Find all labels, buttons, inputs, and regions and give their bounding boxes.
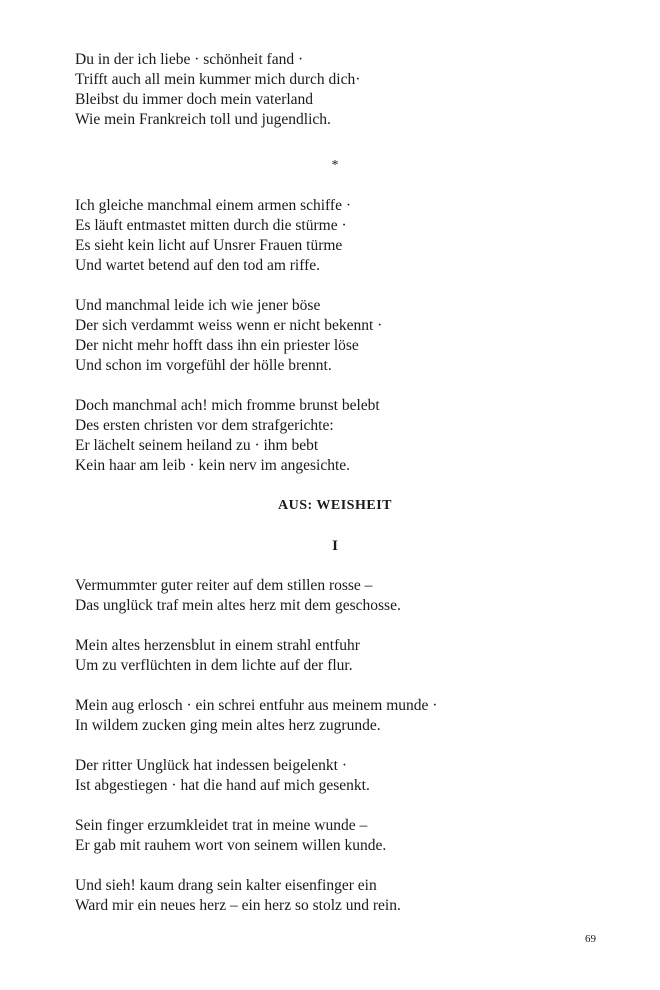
verse-line: Das unglück traf mein altes herz mit dem geschosse.	[75, 597, 401, 614]
verse-line: Und manchmal leide ich wie jener böse	[75, 297, 321, 314]
verse-line: Kein haar am leib · kein nerv im angesichte.	[75, 457, 351, 474]
verse-line: Bleibst du immer doch mein vaterland	[75, 91, 314, 108]
verse-line: Wie mein Frankreich toll und jugendlich.	[75, 111, 331, 128]
verse-line: Sein finger erzumkleidet trat in meine wunde –	[75, 817, 368, 834]
verse-line: Und wartet betend auf den tod am riffe.	[75, 257, 321, 274]
verse-line: Des ersten christen vor dem strafgerichte:	[75, 417, 334, 434]
verse-line: Der sich verdammt weiss wenn er nicht bekennt ·	[75, 317, 383, 334]
page-number: 69	[585, 933, 596, 945]
stanza	[75, 876, 595, 916]
verse-line: Es sieht kein licht auf Unsrer Frauen türme	[75, 237, 343, 254]
stanza	[75, 816, 595, 856]
stanza	[75, 576, 595, 616]
verse-line: In wildem zucken ging mein altes herz zugrunde.	[75, 717, 381, 734]
stanza	[75, 396, 595, 476]
page-body	[75, 50, 595, 916]
verse-line: Der nicht mehr hofft dass ihn ein priester löse	[75, 337, 359, 354]
section-number: I	[332, 538, 338, 554]
stanza	[75, 696, 595, 736]
stanza	[75, 50, 595, 130]
verse-line: Ist abgestiegen · hat die hand auf mich gesenkt.	[75, 777, 370, 794]
verse-line: Ward mir ein neues herz – ein herz so stolz und rein.	[75, 897, 401, 914]
verse-line: Der ritter Unglück hat indessen beigelenkt ·	[75, 757, 348, 774]
verse-line: Du in der ich liebe · schönheit fand ·	[75, 51, 304, 68]
verse-line: Ich gleiche manchmal einem armen schiffe ·	[75, 197, 352, 214]
stanza	[75, 756, 595, 796]
verse-line: Mein aug erlosch · ein schrei entfuhr aus meinem munde ·	[75, 697, 438, 714]
verse-line: Mein altes herzensblut in einem strahl entfuhr	[75, 637, 360, 654]
stanza	[75, 196, 595, 276]
verse-line: Trifft auch all mein kummer mich durch dich·	[75, 71, 361, 88]
stanza	[75, 636, 595, 676]
verse-line: Er gab mit rauhem wort von seinem willen kunde.	[75, 837, 387, 854]
verse-line: Doch manchmal ach! mich fromme brunst belebt	[75, 397, 380, 414]
section-separator: *	[331, 158, 339, 173]
verse-line: Um zu verflüchten in dem lichte auf der flur.	[75, 657, 353, 674]
verse-line: Vermummter guter reiter auf dem stillen rosse –	[75, 577, 373, 594]
verse-line: Und sieh! kaum drang sein kalter eisenfinger ein	[75, 877, 377, 894]
verse-line: Es läuft entmastet mitten durch die stürme ·	[75, 217, 347, 234]
verse-line: Und schon im vorgefühl der hölle brennt.	[75, 357, 332, 374]
section-heading: AUS: WEISHEIT	[277, 498, 392, 513]
verse-line: Er lächelt seinem heiland zu · ihm bebt	[75, 437, 319, 454]
stanza	[75, 296, 595, 376]
